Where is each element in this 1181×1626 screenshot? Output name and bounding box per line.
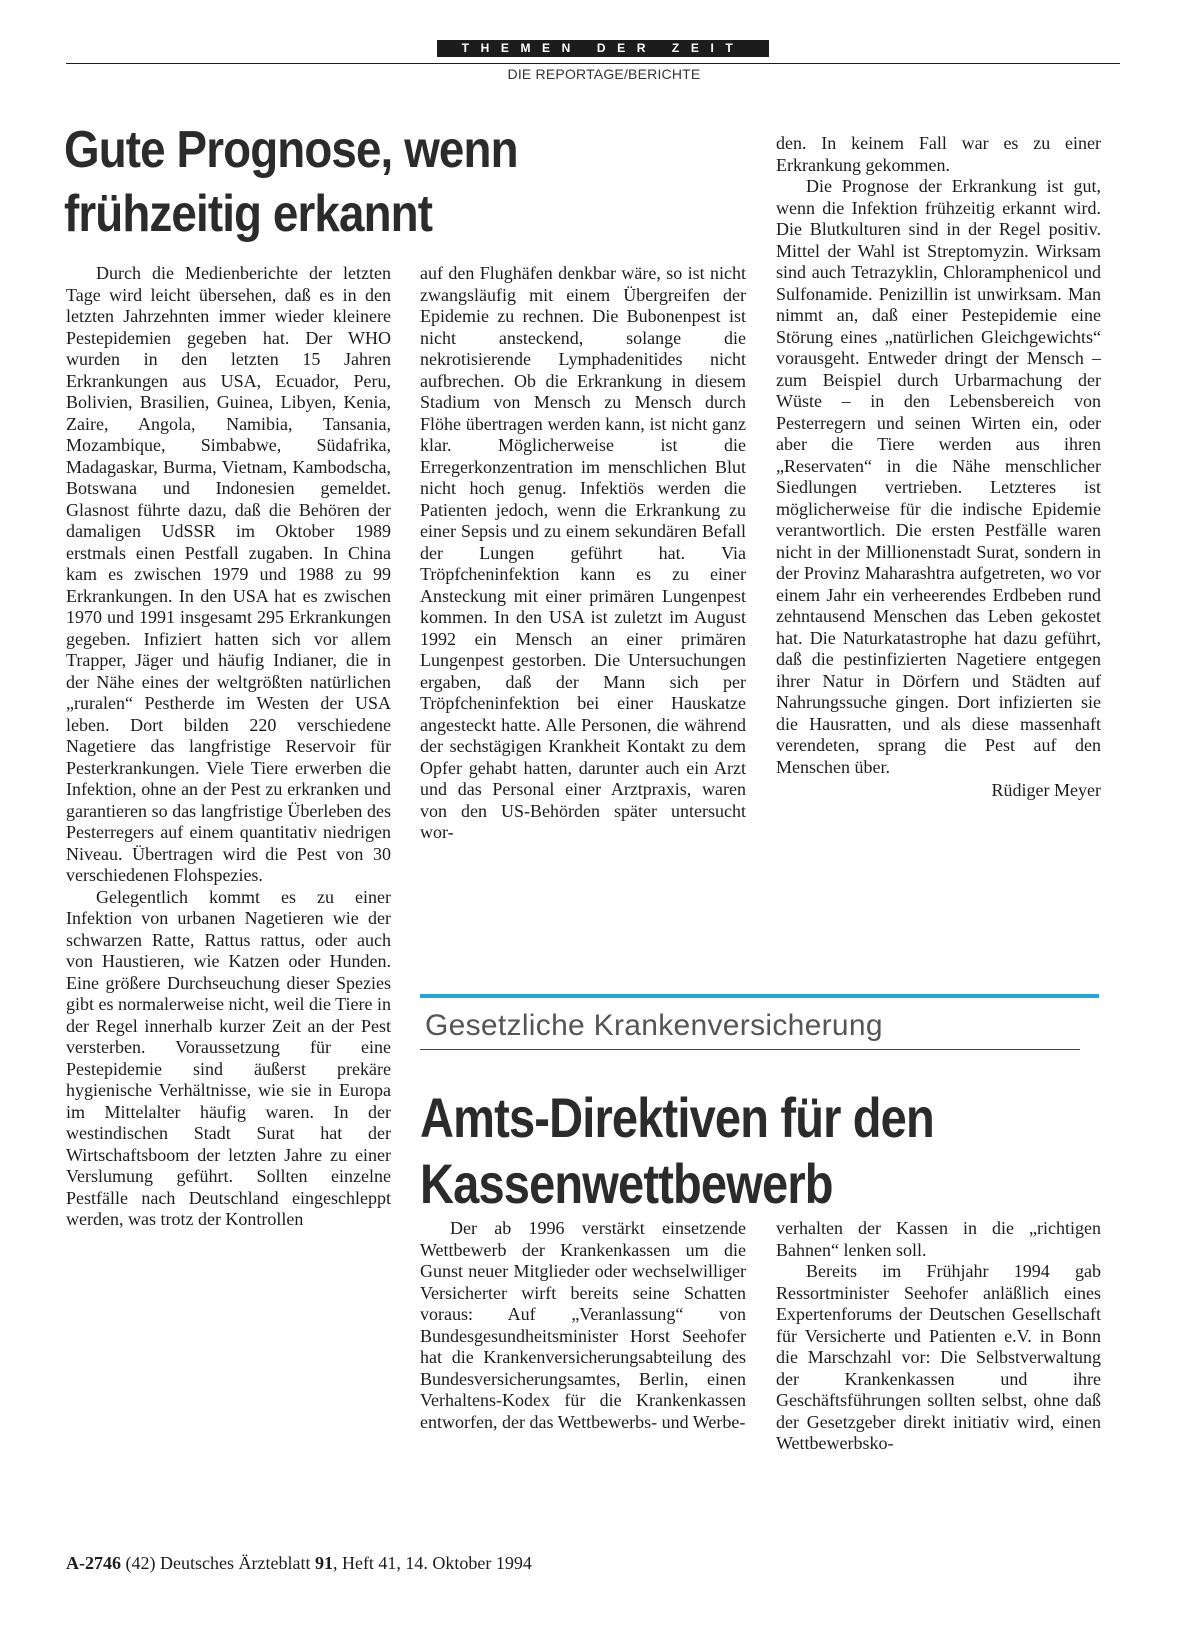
paragraph: auf den Flughäfen denkbar wäre, so ist nicht zwangsläufig mit einem Übergreifen der Epidemie zu rechnen. Die Bubonenpest ist nicht ansteckend, solange die nekrotisierende Lymphadenitides nicht aufbrechen. Ob die Erkrankung in diesem Stadium von Mensch zu Mensch durch Flöhe übertragen werden kann, ist nicht ganz klar. Möglicherweise ist die Erregerkonzentration im menschlichen Blut nicht hoch genug. Infektiös werden die Patienten jedoch, wenn die Erkrankung zu einer Sepsis und zu einem sekundären Befall der Lungen geführt hat. Via Tröpfcheninfektion kann es zu einer Ansteckung mit einer primären Lungenpest kommen. In den USA ist zuletzt im August 1992 ein Mensch an einer primären Lungenpest gestorben. Die Untersuchungen ergaben, daß der Mann sich per Tröpfcheninfektion bei einer Hauskatze angesteckt hatte. Alle Personen, die während der sechstägigen Krankheit Kontakt zu dem Opfer gehabt hatten, darunter auch ein Arzt und das Personal einer Arztpraxis, waren von den US-Behörden später untersucht wor-: [420, 263, 746, 842]
article2-column-2: [776, 1218, 1101, 1455]
paragraph: Bereits im Frühjahr 1994 gab Ressortminister Seehofer anläßlich eines Expertenforums der Deutschen Gesellschaft für Versicherte und Patienten e.V. in Bonn die Marschzahl vor: Die Selbstverwaltung der Krankenkassen und ihre Geschäftsführungen sollten selbst, ohne daß der Gesetzgeber direkt initiativ wird, einen Wettbewerbsko-: [776, 1261, 1101, 1453]
page-footer: [66, 1553, 532, 1574]
section-subtitle: DIE REPORTAGE/BERICHTE: [507, 66, 701, 82]
paragraph: Die Prognose der Erkrankung ist gut, wenn die Infektion frühzeitig erkannt wird. Die Blutkulturen sind in der Regel positiv. Mittel der Wahl ist Streptomyzin. Wirksam sind auch Tetrazyklin, Chloramphenicol und Sulfonamide. Penizillin ist unwirksam. Man nimmt an, daß einer Pestepidemie eine Störung eines „natürlichen Gleichgewichts“ vorausgeht. Entweder dringt der Mensch – zum Beispiel durch Urbarmachung der Wüste – in den Lebensbereich von Pesterregern und seinen Wirten ein, oder aber die Tiere werden aus ihren „Reservaten“ in die Nähe menschlicher Siedlungen vertrieben. Letzteres ist möglicherweise für die indische Epidemie verantwortlich. Die ersten Pestfälle waren nicht in der Millionenstadt Surat, sondern in der Provinz Maharashtra aufgetreten, wo vor einem Jahr ein verheerendes Erdbeben rund zehntausend Menschen das Leben gekostet hat. Die Naturkatastrophe hat dazu geführt, daß die pestinfizierten Nagetiere entgegen ihrer Natur in Dörfern und Städten auf Nahrungssuche gingen. Dort infizierten sie die Hausratten, und als diese massenhaft verendeten, sprang die Pest auf den Menschen über.: [776, 176, 1101, 777]
paragraph: Der ab 1996 verstärkt einsetzende Wettbewerb der Krankenkassen um die Gunst neuer Mitglieder oder wechselwilliger Versicherter wirft bereits seine Schatten voraus: Auf „Veranlassung“ von Bundesgesundheitsminister Horst Seehofer hat die Krankenversicherungsabteilung des Bundesversicherungsamtes, Berlin, einen Verhaltens-Kodex für die Krankenkassen entworfen, der das Wettbewerbs- und Werbe-: [420, 1218, 746, 1432]
article-column-1: [66, 263, 391, 1231]
article-kicker: Gesetzliche Krankenversicherung: [425, 1009, 883, 1042]
paragraph: Durch die Medienberichte der letzten Tage wird leicht übersehen, daß es in den letzten Jahrzehnten immer wieder kleinere Pestepidemien gegeben hat. Der WHO wurden in den letzten 15 Jahren Erkrankungen aus USA, Ecuador, Peru, Bolivien, Brasilien, Guinea, Libyen, Kenia, Zaire, Angola, Namibia, Tansania, Mozambique, Simbabwe, Südafrika, Madagaskar, Burma, Vietnam, Kambodscha, Botswana und Indonesien gemeldet. Glasnost führte dazu, daß die Behören der damaligen UdSSR im Oktober 1989 erstmals einen Pestfall zugaben. In China kam es zwischen 1979 und 1988 zu 99 Erkrankungen. In den USA hat es zwischen 1970 und 1991 insgesamt 295 Erkrankungen gegeben. Infiziert hatten sich vor allem Trapper, Jäger und häufig Indianer, die in der Nähe eines der weltgrößten natürlichen „ruralen“ Pestherde im Westen der USA leben. Dort bilden 220 verschiedene Nagetiere das langfristige Reservoir für Pesterkrankungen. Viele Tiere erwerben die Infektion, ohne an der Pest zu erkranken und garantieren so das langfristige Überleben des Pesterregers auf einem quantitativ niedrigen Niveau. Übertragen wird die Pest von 30 verschiedenen Flohspezies.: [66, 263, 391, 885]
paragraph: Gelegentlich kommt es zu einer Infektion von urbanen Nagetieren wie der schwarzen Ratte, Rattus rattus, oder auch von Haustieren, wie Katzen oder Hunden. Eine größere Durchseuchung dieser Spezies gibt es normalerweise nicht, weil die Tiere in der Regel innerhalb kurzer Zeit an der Pest versterben. Voraussetzung für eine Pestepidemie sind äußerst prekäre hygienische Verhältnisse, wie sie in Europa im Mittelalter häufig waren. In der westindischen Stadt Surat hat der Wirtschaftsboom der letzten Jahre zu einer Verslumung geführt. Sollten einzelne Pestfälle nach Deutschland eingeschleppt werden, was trotz der Kontrollen: [66, 886, 391, 1229]
article-headline: Gute Prognose, wenn frühzeitig erkannt: [64, 121, 518, 243]
article2-column-1: [420, 1218, 746, 1433]
paragraph: verhalten der Kassen in die „richtigen Bahnen“ lenken soll.: [776, 1218, 1101, 1260]
article-separator: [420, 994, 1099, 998]
article-column-3: [776, 133, 1101, 802]
article-headline-2: Amts-Direktiven für den Kassenwettbewerb: [420, 1086, 934, 1215]
article-column-2: [420, 263, 746, 844]
issue-info: , Heft 41, 14. Oktober 1994: [332, 1553, 532, 1573]
volume-number: 91: [314, 1553, 333, 1573]
journal-name: Deutsches Ärzteblatt: [160, 1553, 311, 1573]
kicker-underline: [420, 1049, 1080, 1050]
page-number: A-2746: [66, 1553, 121, 1573]
author-byline: Rüdiger Meyer: [991, 780, 1101, 800]
paragraph: den. In keinem Fall war es zu einer Erkrankung gekommen.: [776, 133, 1101, 175]
section-banner: THEMEN DER ZEIT: [437, 40, 769, 57]
header-rule: [66, 63, 1120, 64]
local-page-number: (42): [125, 1553, 156, 1573]
